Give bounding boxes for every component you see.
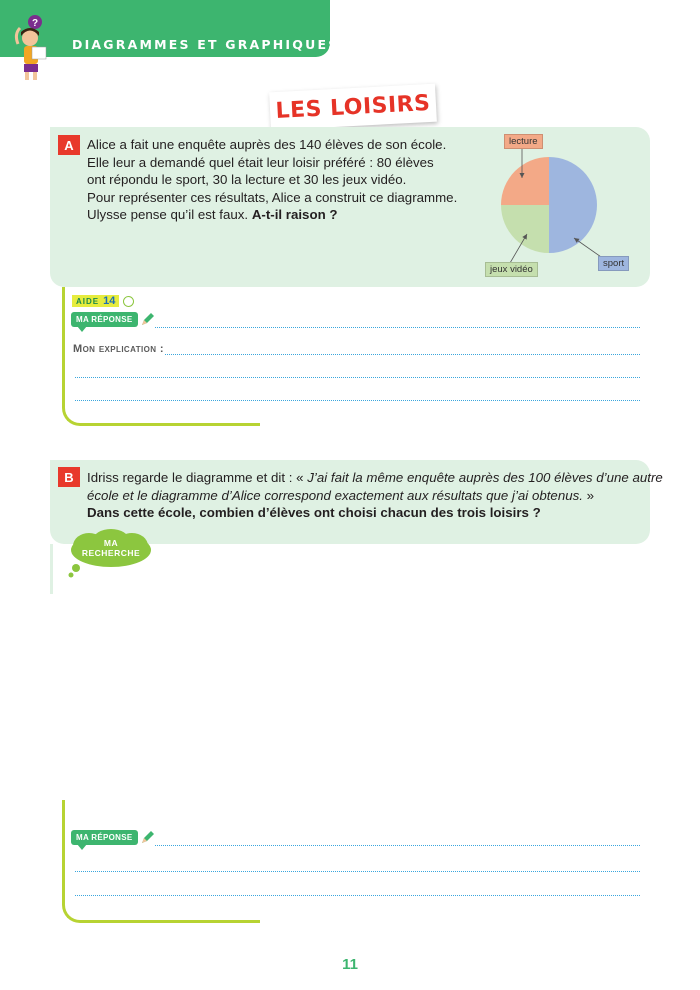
answer-zone-a <box>62 287 260 426</box>
ma-reponse-label-a: MA RÉPONSE <box>71 312 138 327</box>
exercise-a-last-line: Ulysse pense qu’il est faux. <box>87 207 249 223</box>
exercise-a-tag: A <box>58 135 80 155</box>
explication-label: Mon explication : <box>73 343 164 355</box>
exercise-b-line-1 <box>87 469 663 487</box>
pie-slice-sport <box>549 157 597 253</box>
answer-zone-b <box>62 800 260 923</box>
pencil-icon <box>140 311 156 327</box>
ma-reponse-label-b: MA RÉPONSE <box>71 830 138 845</box>
title-banner <box>269 84 437 131</box>
svg-text:?: ? <box>31 18 39 29</box>
ma-recherche-line-1: MA <box>103 538 119 548</box>
exercise-b-line-2 <box>87 487 647 505</box>
aide-badge <box>72 295 119 307</box>
exercise-b-quote-1: J’ai fait la même enquête auprès des 100 élèves d’une autre <box>307 470 663 485</box>
explication-line[interactable] <box>75 377 640 378</box>
exercise-a-line-4: Pour représenter ces résultats, Alice a construit ce diagramme. <box>87 189 458 205</box>
mascot-illustration <box>6 14 62 82</box>
answer-line[interactable] <box>155 327 640 328</box>
ma-recherche-label <box>74 538 148 558</box>
aide-label: AIDE <box>76 296 100 306</box>
exercise-b-tag: B <box>58 467 80 487</box>
exercise-a-line-3: ont répondu le sport, 30 la lecture et 30 les jeux vidéo. <box>87 172 407 188</box>
page-number: 11 <box>342 956 358 973</box>
exercise-b-quote-2: école et le diagramme d’Alice correspond exactement aux résultats que j’ai obtenus. <box>87 487 583 503</box>
answer-line[interactable] <box>75 895 640 896</box>
pie-label-sport: sport <box>598 256 629 271</box>
pie-slice-jeux-vidéo <box>501 205 549 253</box>
exercise-a-text <box>87 136 467 224</box>
ma-recherche-line-2: RECHERCHE <box>81 548 141 558</box>
aide-checkbox[interactable] <box>123 296 134 307</box>
pie-label-lecture: lecture <box>504 134 543 149</box>
exercise-a-line-1: Alice a fait une enquête auprès des 140 élèves de son école. <box>87 137 447 152</box>
header-title: DIAGRAMMES ET GRAPHIQUES <box>72 37 340 52</box>
pencil-icon <box>140 829 156 845</box>
exercise-b-text <box>87 469 663 522</box>
pie-slice-lecture <box>501 157 549 205</box>
explication-line[interactable] <box>75 400 640 401</box>
exercise-b-intro: Idriss regarde le diagramme et dit : « <box>87 470 308 485</box>
exercise-b-close: » <box>582 487 595 503</box>
answer-line[interactable] <box>155 845 640 846</box>
exercise-a-question: A-t-il raison ? <box>251 207 338 223</box>
exercise-b-question: Dans cette école, combien d’élèves ont choisi chacun des trois loisirs ? <box>87 505 541 521</box>
exercise-a-line-2: Elle leur a demandé quel était leur loisir préféré : 80 élèves <box>87 154 434 170</box>
aide-number: 14 <box>103 295 116 307</box>
exercise-a-line-5 <box>87 206 467 224</box>
recherche-zone-edge <box>50 544 62 594</box>
page-title: LES LOISIRS <box>274 90 432 124</box>
answer-line[interactable] <box>75 871 640 872</box>
pie-label-jeux-video: jeux vidéo <box>485 262 538 277</box>
explication-line[interactable] <box>165 354 640 355</box>
